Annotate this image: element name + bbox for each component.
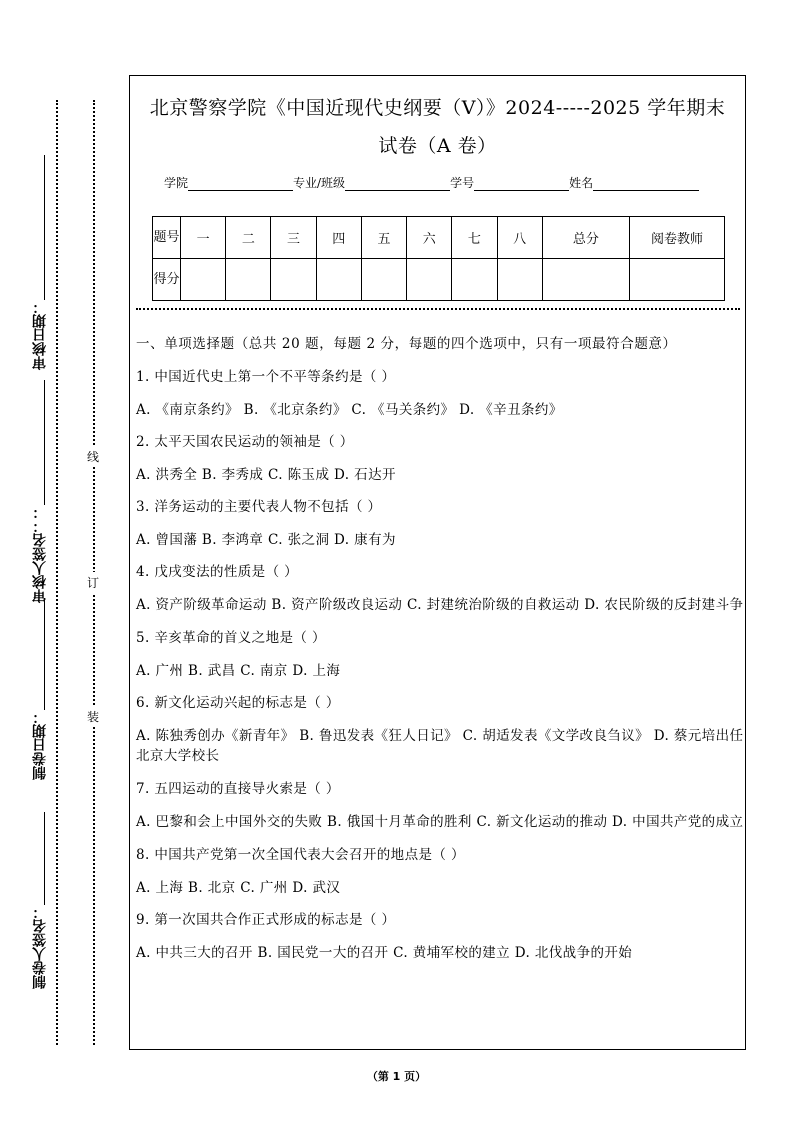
question-text: 5. 辛亥革命的首义之地是（ ） [136,630,326,646]
dotted-separator [136,308,740,310]
question-text: 9. 第一次国共合作正式形成的标志是（ ） [136,912,396,928]
question-options: A. 曾国藩 B. 李鸿章 C. 张之洞 D. 康有为 [136,532,396,548]
prep-date-label: 制卷日期： [32,710,48,780]
score-cell[interactable] [407,259,452,301]
question-text: 1. 中国近代史上第一个不平等条约是（ ） [136,369,396,385]
question-text: 8. 中国共产党第一次全国代表大会召开的地点是（ ） [136,847,465,863]
score-row-label: 得分 [153,259,181,301]
review-date-label: 审核日期： [32,300,48,370]
binding-mark-zhuang: 装 [87,706,99,727]
field-name-label: 姓名 [569,176,594,190]
preparer-signature-label: 制卷人签名： [32,905,48,989]
question-options: A. 中共三大的召开 B. 国民党一大的召开 C. 黄埔军校的建立 D. 北伐战争的开始 [136,945,633,961]
question-text: 7. 五四运动的直接导火索是（ ） [136,781,340,797]
binding-mark-xian: 线 [87,446,99,467]
question-text: 6. 新文化运动兴起的标志是（ ） [136,695,340,711]
header-cell: 五 [361,217,406,259]
field-college-blank[interactable] [188,177,293,191]
section-heading: 一、单项选择题（总共 20 题，每题 2 分，每题的四个选项中，只有一项最符合题意） [136,336,677,352]
page-number: （第 1 页） [366,1070,427,1083]
reviewer-signature-label: 审核人签名：： [32,505,48,603]
score-cell[interactable] [181,259,226,301]
field-name-blank[interactable] [593,177,699,191]
field-id-label: 学号 [450,176,475,190]
prep-date-line [44,598,45,710]
score-cell[interactable] [497,259,542,301]
header-cell: 三 [271,217,316,259]
score-cell[interactable] [226,259,271,301]
header-cell: 总分 [542,217,629,259]
question-section [136,334,744,976]
question-options: A. 洪秀全 B. 李秀成 C. 陈玉成 D. 石达开 [136,467,396,483]
score-cell[interactable] [271,259,316,301]
score-table [152,216,725,301]
header-cell: 阅卷教师 [630,217,725,259]
score-cell[interactable] [452,259,497,301]
header-cell: 四 [316,217,361,259]
exam-frame [129,75,746,1050]
field-major-blank[interactable] [345,177,450,191]
question-options: A. 巴黎和会上中国外交的失败 B. 俄国十月革命的胜利 C. 新文化运动的推动 D. 中国共产党的成立 [136,814,744,830]
field-major-label: 专业/班级 [293,176,346,190]
question-text: 3. 洋务运动的主要代表人物不包括（ ） [136,499,382,515]
question-options: A. 上海 B. 北京 C. 广州 D. 武汉 [136,880,341,896]
header-cell: 一 [181,217,226,259]
header-cell: 二 [226,217,271,259]
question-options: A. 广州 B. 武昌 C. 南京 D. 上海 [136,663,341,679]
header-cell: 七 [452,217,497,259]
field-id-blank[interactable] [474,177,569,191]
student-info-row [164,174,699,191]
review-date-line [44,155,45,300]
header-cell: 八 [497,217,542,259]
exam-title-line2: 试卷（A 卷） [378,135,497,157]
header-cell: 题号 [153,217,181,259]
binding-dotted-line-outer [56,100,58,1045]
binding-mark-ding: 订 [87,572,99,593]
score-cell[interactable] [316,259,361,301]
question-options: A. 《南京条约》 B. 《北京条约》 C. 《马关条约》 D. 《辛丑条约》 [136,402,563,418]
question-options: A. 资产阶级革命运动 B. 资产阶级改良运动 C. 封建统治阶级的自救运动 D. 农民阶级的反封建斗争 [136,597,744,613]
question-text: 2. 太平天国农民运动的领袖是（ ） [136,434,354,450]
score-cell[interactable] [361,259,406,301]
score-table-header-row [153,217,725,259]
reviewer-signature-line [44,380,45,505]
header-cell: 六 [407,217,452,259]
score-cell[interactable] [542,259,629,301]
preparer-signature-line [44,812,45,905]
score-cell[interactable] [630,259,725,301]
field-college-label: 学院 [164,176,189,190]
question-options: A. 陈独秀创办《新青年》 B. 鲁迅发表《狂人日记》 C. 胡适发表《文学改良刍议》 D. 蔡元培出任北京大学校长 [136,728,744,764]
question-text: 4. 戊戌变法的性质是（ ） [136,564,299,580]
exam-title-line1: 北京警察学院《中国近现代史纲要（V）》2024-----2025 学年期末 [149,97,726,119]
score-table-score-row [153,259,725,301]
